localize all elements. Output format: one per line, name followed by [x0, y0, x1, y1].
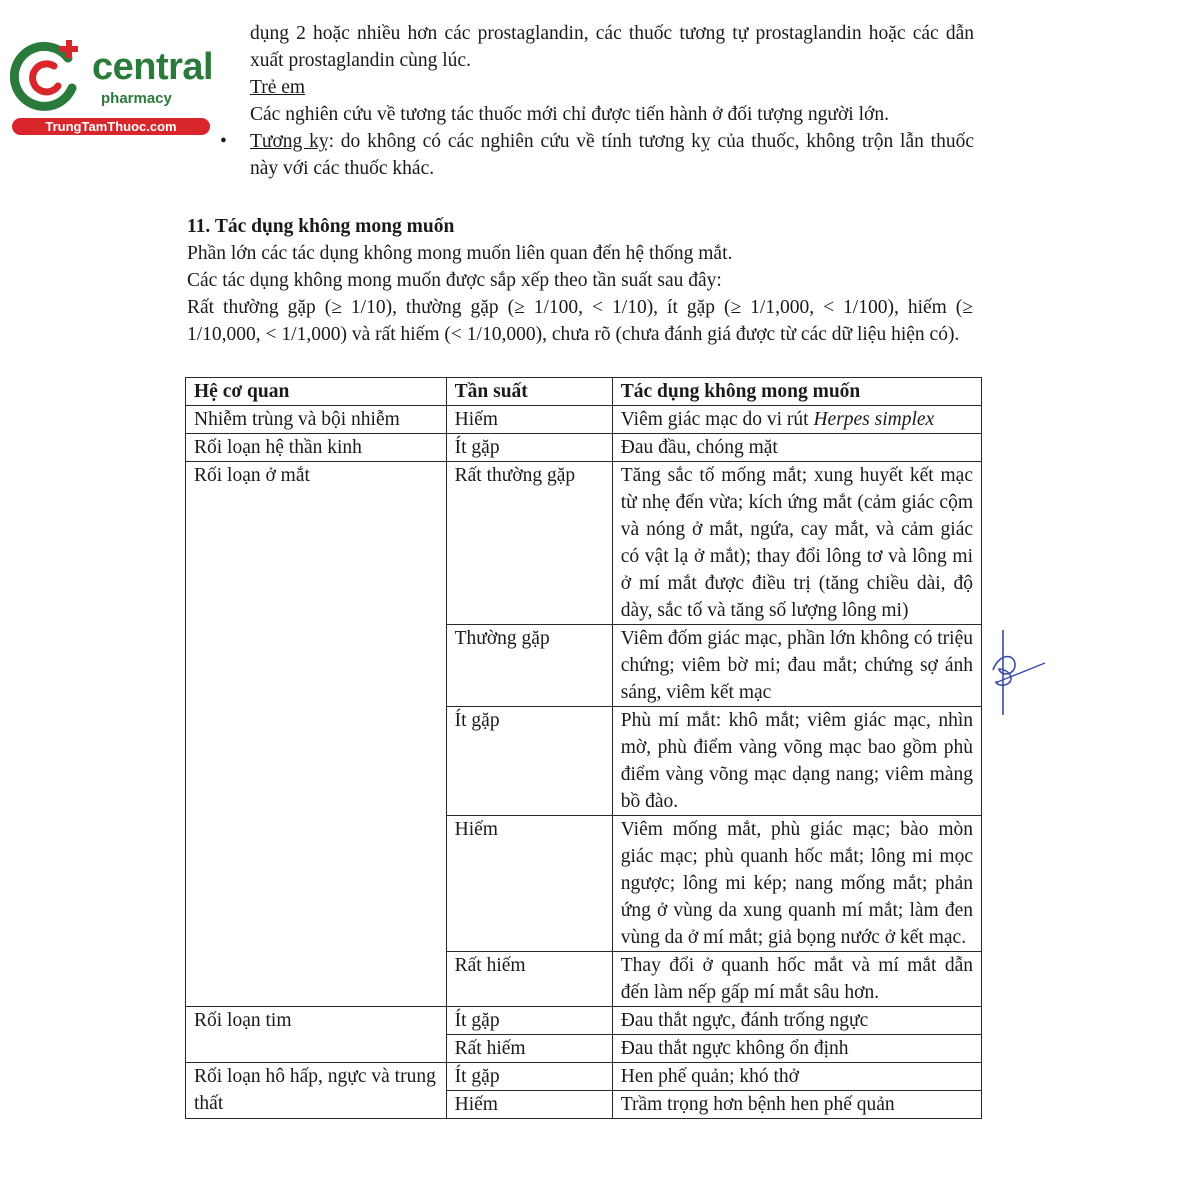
- organ-cell: Rối loạn hệ thần kinh: [186, 434, 447, 462]
- handwritten-signature-icon: [985, 625, 1055, 720]
- intro-text-block: [220, 20, 974, 182]
- frequency-cell: Ít gặp: [446, 434, 612, 462]
- organ-cell: Rối loạn hô hấp, ngực và trung thất: [186, 1063, 447, 1119]
- header-frequency: Tần suất: [446, 378, 612, 406]
- frequency-cell: Hiếm: [446, 816, 612, 952]
- frequency-cell: Thường gặp: [446, 625, 612, 707]
- table-row: [186, 1007, 982, 1035]
- table-row: [186, 462, 982, 625]
- section-paragraph-1: Phần lớn các tác dụng không mong muốn liên quan đến hệ thống mắt.: [187, 243, 733, 264]
- table-row: [186, 1063, 982, 1091]
- section-paragraph-3: Rất thường gặp (≥ 1/10), thường gặp (≥ 1/100, < 1/10), ít gặp (≥ 1/1,000, < 1/100), hiếm (≥ 1/10,000, < 1/1,000) và rất hiếm (< 1/10,000), chưa rõ (chưa đánh giá được từ các dữ liệu hiện có).: [187, 297, 973, 345]
- logo-sub-text: pharmacy: [101, 90, 172, 107]
- bullet-icon: •: [220, 131, 227, 152]
- frequency-cell: Ít gặp: [446, 1007, 612, 1035]
- frequency-cell: Hiếm: [446, 406, 612, 434]
- adverse-effects-section: [187, 213, 973, 348]
- incompatibility-bullet: [220, 128, 974, 182]
- children-heading: Trẻ em: [250, 77, 306, 98]
- frequency-cell: Rất hiếm: [446, 952, 612, 1007]
- central-pharmacy-logo-icon: [10, 36, 92, 116]
- table-row: [186, 434, 982, 462]
- brand-logo: [10, 36, 215, 141]
- frequency-cell: Ít gặp: [446, 1063, 612, 1091]
- organ-cell: Nhiễm trùng và bội nhiễm: [186, 406, 447, 434]
- table-row: [186, 406, 982, 434]
- organ-cell: Rối loạn tim: [186, 1007, 447, 1063]
- frequency-cell: Rất hiếm: [446, 1035, 612, 1063]
- incompatibility-label: Tương kỵ: [250, 131, 329, 152]
- effect-cell: Thay đổi ở quanh hốc mắt và mí mắt dẫn đến làm nếp gấp mí mắt sâu hơn.: [612, 952, 981, 1007]
- effect-cell: Viêm đốm giác mạc, phần lớn không có triệu chứng; viêm bờ mi; đau mắt; chứng sợ ánh sáng, viêm kết mạc: [612, 625, 981, 707]
- logo-brand-text: central: [92, 46, 214, 88]
- organ-cell: Rối loạn ở mắt: [186, 462, 447, 1007]
- effect-cell: Đau thắt ngực không ổn định: [612, 1035, 981, 1063]
- effect-cell: Phù mí mắt: khô mắt; viêm giác mạc, nhìn mờ, phù điểm vàng võng mạc bao gồm phù điểm vàng võng mạc dạng nang; viêm màng bồ đào.: [612, 707, 981, 816]
- effect-cell: Viêm mống mắt, phù giác mạc; bào mòn giác mạc; phù quanh hốc mắt; lông mi mọc ngược; lông mi kép; nang mống mắt; phản ứng ở vùng da xung quanh mí mắt; làm đen vùng da ở mí mắt; giả bọng nước ở kết mạc.: [612, 816, 981, 952]
- logo-site-badge: TrungTamThuoc.com: [12, 118, 210, 135]
- adverse-effects-table: [185, 377, 982, 1119]
- effect-cell: Đau thắt ngực, đánh trống ngực: [612, 1007, 981, 1035]
- incompatibility-text: : do không có các nghiên cứu về tính tương kỵ của thuốc, không trộn lẫn thuốc này với các thuốc khác.: [250, 131, 974, 179]
- effect-cell: [612, 406, 981, 434]
- frequency-cell: Ít gặp: [446, 707, 612, 816]
- table-header-row: [186, 378, 982, 406]
- effect-cell: Trầm trọng hơn bệnh hen phế quản: [612, 1091, 981, 1119]
- frequency-cell: Rất thường gặp: [446, 462, 612, 625]
- frequency-cell: Hiếm: [446, 1091, 612, 1119]
- header-effect: Tác dụng không mong muốn: [612, 378, 981, 406]
- section-paragraph-2: Các tác dụng không mong muốn được sắp xếp theo tần suất sau đây:: [187, 270, 722, 291]
- effect-cell: Hen phế quản; khó thở: [612, 1063, 981, 1091]
- effect-cell: Đau đầu, chóng mặt: [612, 434, 981, 462]
- children-paragraph: Các nghiên cứu về tương tác thuốc mới chỉ được tiến hành ở đối tượng người lớn.: [250, 104, 889, 125]
- effect-text: Viêm giác mạc do vi rút: [620, 409, 814, 430]
- effect-cell: Tăng sắc tố mống mắt; xung huyết kết mạc từ nhẹ đến vừa; kích ứng mắt (cảm giác cộm và nóng ở mắt, ngứa, cay mắt, và cảm giác có vật lạ ở mắt); thay đổi lông tơ và lông mi ở mí mắt được điều trị (tăng chiều dài, độ dày, sắc tố và tăng số lượng lông mi): [612, 462, 981, 625]
- header-organ: Hệ cơ quan: [186, 378, 447, 406]
- effect-italic-text: Herpes simplex: [813, 409, 935, 430]
- intro-paragraph: dụng 2 hoặc nhiều hơn các prostaglandin, các thuốc tương tự prostaglandin hoặc các dẫn xuất prostaglandin cùng lúc.: [250, 23, 974, 71]
- section-title: 11. Tác dụng không mong muốn: [187, 216, 455, 237]
